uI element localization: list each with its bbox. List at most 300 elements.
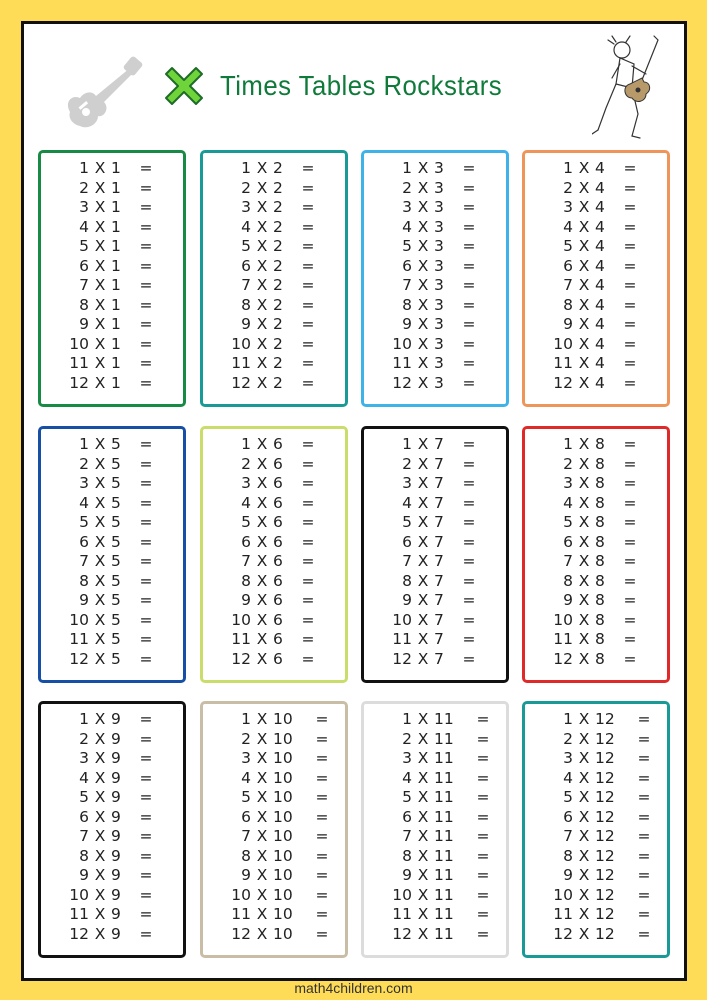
multiplicand: 12 <box>69 373 89 392</box>
times-sign: X <box>578 710 590 728</box>
times-sign: X <box>256 334 268 353</box>
multiplier: 11 <box>434 846 454 865</box>
multiplicand: 2 <box>402 454 412 473</box>
equals-sign: = <box>301 315 315 333</box>
multiplier: 10 <box>273 710 293 728</box>
equation-row <box>41 866 183 886</box>
multiplier: 10 <box>273 827 293 845</box>
times-sign: X <box>578 885 590 904</box>
equals-sign: = <box>462 630 476 648</box>
multiplier: 2 <box>273 198 283 216</box>
times-sign: X <box>578 178 590 197</box>
equals-sign: = <box>139 276 153 294</box>
multiplier: 1 <box>111 315 121 333</box>
multiplicand: 10 <box>392 885 412 904</box>
equals-sign: = <box>462 649 476 668</box>
equation-row <box>203 159 345 179</box>
times-sign: X <box>256 768 268 787</box>
multiplier: 2 <box>273 276 283 294</box>
multiplicand: 1 <box>402 435 412 453</box>
multiplicand: 5 <box>79 237 89 255</box>
times-sign: X <box>94 295 106 314</box>
equals-sign: = <box>462 591 476 609</box>
times-sign: X <box>417 513 429 531</box>
times-sign: X <box>256 256 268 275</box>
multiplier: 1 <box>111 217 121 236</box>
equation-row <box>525 827 667 847</box>
multiplier: 10 <box>273 885 293 904</box>
times-sign: X <box>256 493 268 512</box>
equation-row <box>203 827 345 847</box>
equals-sign: = <box>476 710 490 728</box>
multiplier: 3 <box>434 315 444 333</box>
multiplier: 2 <box>273 295 283 314</box>
multiplier: 1 <box>111 256 121 275</box>
times-sign: X <box>578 373 590 392</box>
equation-row <box>364 237 506 257</box>
equation-row <box>203 591 345 611</box>
equation-row <box>41 374 183 394</box>
worksheet <box>21 21 687 981</box>
equation-row <box>203 788 345 808</box>
multiplicand: 7 <box>402 827 412 845</box>
multiplier: 12 <box>595 924 615 943</box>
equals-sign: = <box>139 630 153 648</box>
multiplier: 11 <box>434 827 454 845</box>
multiplicand: 1 <box>563 435 573 453</box>
multiplier: 10 <box>273 749 293 767</box>
multiplicand: 8 <box>402 295 412 314</box>
equation-row <box>525 198 667 218</box>
multiplicand: 2 <box>79 178 89 197</box>
multiplier: 6 <box>273 435 283 453</box>
times-sign: X <box>94 217 106 236</box>
equals-sign: = <box>462 571 476 590</box>
equals-sign: = <box>623 198 637 216</box>
times-sign: X <box>417 571 429 590</box>
multiplier: 5 <box>111 454 121 473</box>
equation-row <box>364 315 506 335</box>
multiplier: 8 <box>595 610 605 629</box>
equation-row <box>525 925 667 945</box>
equals-sign: = <box>462 373 476 392</box>
multiplicand: 12 <box>392 373 412 392</box>
times-sign: X <box>578 256 590 275</box>
multiplier: 6 <box>273 610 283 629</box>
multiplicand: 6 <box>241 532 251 551</box>
times-sign: X <box>94 159 106 177</box>
multiplier: 12 <box>595 905 615 923</box>
times-sign: X <box>256 571 268 590</box>
times-sign: X <box>417 610 429 629</box>
times-sign: X <box>417 866 429 884</box>
multiplicand: 1 <box>241 159 251 177</box>
times-sign: X <box>94 846 106 865</box>
times-table-card <box>200 150 348 407</box>
multiplier: 12 <box>595 866 615 884</box>
equals-sign: = <box>139 749 153 767</box>
multiplier: 7 <box>434 532 444 551</box>
equals-sign: = <box>315 710 329 728</box>
multiplier: 4 <box>595 315 605 333</box>
multiplicand: 4 <box>563 493 573 512</box>
guitar-icon <box>60 54 146 134</box>
equation-row <box>203 630 345 650</box>
multiplicand: 1 <box>79 435 89 453</box>
equals-sign: = <box>315 885 329 904</box>
equation-row <box>364 455 506 475</box>
multiplicand: 5 <box>241 788 251 806</box>
equation-row <box>41 808 183 828</box>
times-sign: X <box>256 788 268 806</box>
times-sign: X <box>256 217 268 236</box>
multiplicand: 11 <box>392 905 412 923</box>
multiplier: 11 <box>434 710 454 728</box>
times-sign: X <box>94 474 106 492</box>
equation-row <box>41 315 183 335</box>
equals-sign: = <box>139 846 153 865</box>
equation-row <box>525 552 667 572</box>
times-sign: X <box>417 237 429 255</box>
equals-sign: = <box>301 532 315 551</box>
multiplicand: 8 <box>241 571 251 590</box>
multiplier: 7 <box>434 493 444 512</box>
times-sign: X <box>94 571 106 590</box>
multiplicand: 2 <box>563 729 573 748</box>
times-sign: X <box>578 454 590 473</box>
multiplier: 9 <box>111 905 121 923</box>
multiplier: 8 <box>595 513 605 531</box>
multiplier: 1 <box>111 354 121 372</box>
multiplicand: 2 <box>402 178 412 197</box>
multiplier: 1 <box>111 295 121 314</box>
multiplier: 3 <box>434 256 444 275</box>
multiplier: 7 <box>434 610 444 629</box>
multiplicand: 4 <box>563 768 573 787</box>
equation-row <box>364 552 506 572</box>
multiplier: 10 <box>273 807 293 826</box>
times-table-card <box>38 701 186 958</box>
multiplicand: 6 <box>241 256 251 275</box>
multiplicand: 10 <box>231 334 251 353</box>
times-sign: X <box>578 768 590 787</box>
multiplicand: 12 <box>231 373 251 392</box>
multiplier: 6 <box>273 474 283 492</box>
equation-row <box>203 257 345 277</box>
cross-icon <box>164 66 204 106</box>
multiplicand: 11 <box>553 905 573 923</box>
multiplicand: 7 <box>79 827 89 845</box>
equals-sign: = <box>315 924 329 943</box>
multiplicand: 1 <box>563 159 573 177</box>
multiplicand: 4 <box>241 768 251 787</box>
times-sign: X <box>578 334 590 353</box>
equals-sign: = <box>301 552 315 570</box>
times-sign: X <box>256 237 268 255</box>
equals-sign: = <box>139 610 153 629</box>
multiplier: 5 <box>111 552 121 570</box>
equation-row <box>41 494 183 514</box>
equation-row <box>525 315 667 335</box>
equals-sign: = <box>301 198 315 216</box>
equation-row <box>525 572 667 592</box>
multiplier: 5 <box>111 532 121 551</box>
equation-row <box>203 925 345 945</box>
equation-row <box>41 730 183 750</box>
multiplicand: 8 <box>563 571 573 590</box>
times-table-card <box>361 150 509 407</box>
times-sign: X <box>256 866 268 884</box>
equals-sign: = <box>139 729 153 748</box>
multiplier: 9 <box>111 729 121 748</box>
equals-sign: = <box>623 552 637 570</box>
multiplicand: 11 <box>231 905 251 923</box>
multiplicand: 5 <box>79 513 89 531</box>
equation-row <box>525 905 667 925</box>
multiplier: 7 <box>434 630 444 648</box>
multiplier: 12 <box>595 768 615 787</box>
multiplier: 3 <box>434 198 444 216</box>
multiplicand: 3 <box>563 474 573 492</box>
times-sign: X <box>94 454 106 473</box>
multiplier: 1 <box>111 198 121 216</box>
equals-sign: = <box>139 513 153 531</box>
equals-sign: = <box>623 513 637 531</box>
equation-row <box>364 354 506 374</box>
multiplicand: 2 <box>79 729 89 748</box>
times-sign: X <box>417 729 429 748</box>
equals-sign: = <box>623 178 637 197</box>
multiplier: 5 <box>111 630 121 648</box>
equals-sign: = <box>315 866 329 884</box>
multiplicand: 8 <box>563 846 573 865</box>
equation-row <box>525 808 667 828</box>
times-sign: X <box>256 846 268 865</box>
equation-row <box>525 354 667 374</box>
multiplier: 10 <box>273 924 293 943</box>
equation-row <box>525 866 667 886</box>
equals-sign: = <box>301 276 315 294</box>
multiplicand: 5 <box>563 513 573 531</box>
times-sign: X <box>417 846 429 865</box>
multiplier: 4 <box>595 159 605 177</box>
multiplicand: 8 <box>79 571 89 590</box>
equation-row <box>203 179 345 199</box>
equals-sign: = <box>637 768 651 787</box>
equation-row <box>525 769 667 789</box>
times-sign: X <box>256 924 268 943</box>
times-sign: X <box>94 885 106 904</box>
equals-sign: = <box>301 435 315 453</box>
equals-sign: = <box>623 649 637 668</box>
equals-sign: = <box>623 237 637 255</box>
multiplicand: 3 <box>402 474 412 492</box>
times-sign: X <box>256 354 268 372</box>
equals-sign: = <box>139 334 153 353</box>
multiplier: 8 <box>595 571 605 590</box>
multiplier: 2 <box>273 159 283 177</box>
multiplicand: 2 <box>241 178 251 197</box>
multiplicand: 8 <box>563 295 573 314</box>
equals-sign: = <box>139 178 153 197</box>
multiplicand: 10 <box>69 610 89 629</box>
times-sign: X <box>256 198 268 216</box>
times-sign: X <box>417 532 429 551</box>
times-sign: X <box>256 178 268 197</box>
multiplier: 12 <box>595 885 615 904</box>
equation-row <box>203 730 345 750</box>
multiplicand: 11 <box>69 630 89 648</box>
multiplier: 9 <box>111 710 121 728</box>
equation-row <box>203 710 345 730</box>
multiplicand: 9 <box>563 866 573 884</box>
equals-sign: = <box>462 610 476 629</box>
multiplier: 8 <box>595 474 605 492</box>
multiplicand: 9 <box>241 315 251 333</box>
times-sign: X <box>256 630 268 648</box>
multiplicand: 10 <box>392 610 412 629</box>
times-sign: X <box>417 710 429 728</box>
equals-sign: = <box>637 729 651 748</box>
equals-sign: = <box>139 315 153 333</box>
multiplicand: 10 <box>553 610 573 629</box>
multiplier: 3 <box>434 276 444 294</box>
equation-row <box>525 847 667 867</box>
equation-row <box>525 749 667 769</box>
times-sign: X <box>94 610 106 629</box>
equation-row <box>364 769 506 789</box>
multiplicand: 9 <box>79 866 89 884</box>
equals-sign: = <box>139 532 153 551</box>
multiplicand: 6 <box>563 256 573 275</box>
equation-row <box>203 354 345 374</box>
times-sign: X <box>578 198 590 216</box>
equals-sign: = <box>139 924 153 943</box>
equation-row <box>364 905 506 925</box>
multiplicand: 4 <box>402 768 412 787</box>
equation-row <box>41 179 183 199</box>
times-sign: X <box>578 591 590 609</box>
equation-row <box>364 808 506 828</box>
equals-sign: = <box>623 630 637 648</box>
multiplicand: 1 <box>241 710 251 728</box>
equation-row <box>41 769 183 789</box>
equation-row <box>41 788 183 808</box>
equals-sign: = <box>139 217 153 236</box>
times-sign: X <box>578 159 590 177</box>
multiplicand: 4 <box>79 217 89 236</box>
equals-sign: = <box>623 571 637 590</box>
multiplicand: 8 <box>241 846 251 865</box>
equals-sign: = <box>623 610 637 629</box>
multiplier: 4 <box>595 276 605 294</box>
multiplier: 4 <box>595 354 605 372</box>
multiplier: 11 <box>434 788 454 806</box>
multiplicand: 5 <box>79 788 89 806</box>
multiplicand: 4 <box>79 493 89 512</box>
multiplicand: 8 <box>402 846 412 865</box>
multiplier: 1 <box>111 178 121 197</box>
equation-row <box>525 455 667 475</box>
equals-sign: = <box>139 885 153 904</box>
times-sign: X <box>578 315 590 333</box>
equation-row <box>364 198 506 218</box>
equals-sign: = <box>301 610 315 629</box>
multiplicand: 11 <box>392 354 412 372</box>
times-sign: X <box>94 827 106 845</box>
multiplicand: 12 <box>553 373 573 392</box>
multiplier: 4 <box>595 295 605 314</box>
equation-row <box>525 237 667 257</box>
multiplier: 8 <box>595 552 605 570</box>
times-sign: X <box>578 571 590 590</box>
multiplier: 8 <box>595 532 605 551</box>
multiplier: 10 <box>273 729 293 748</box>
equation-row <box>203 513 345 533</box>
multiplicand: 10 <box>231 885 251 904</box>
multiplicand: 7 <box>79 276 89 294</box>
multiplicand: 11 <box>553 354 573 372</box>
multiplicand: 3 <box>241 749 251 767</box>
equation-row <box>364 847 506 867</box>
equals-sign: = <box>301 493 315 512</box>
multiplier: 2 <box>273 354 283 372</box>
multiplier: 5 <box>111 591 121 609</box>
times-sign: X <box>256 885 268 904</box>
times-table-card <box>200 701 348 958</box>
multiplier: 8 <box>595 591 605 609</box>
equals-sign: = <box>301 159 315 177</box>
equation-row <box>525 218 667 238</box>
equation-row <box>525 591 667 611</box>
times-sign: X <box>417 276 429 294</box>
equation-row <box>525 886 667 906</box>
equals-sign: = <box>623 435 637 453</box>
multiplicand: 11 <box>231 354 251 372</box>
equation-row <box>41 886 183 906</box>
times-sign: X <box>417 315 429 333</box>
multiplier: 3 <box>434 237 444 255</box>
equation-row <box>203 611 345 631</box>
multiplier: 11 <box>434 749 454 767</box>
equation-row <box>41 611 183 631</box>
equals-sign: = <box>623 354 637 372</box>
equals-sign: = <box>623 159 637 177</box>
times-sign: X <box>256 474 268 492</box>
multiplier: 11 <box>434 729 454 748</box>
multiplier: 5 <box>111 474 121 492</box>
multiplicand: 1 <box>563 710 573 728</box>
times-sign: X <box>417 630 429 648</box>
multiplier: 5 <box>111 649 121 668</box>
equation-row <box>41 257 183 277</box>
multiplicand: 6 <box>563 807 573 826</box>
equation-row <box>364 925 506 945</box>
equals-sign: = <box>301 454 315 473</box>
multiplier: 10 <box>273 905 293 923</box>
equation-row <box>41 650 183 670</box>
equation-row <box>203 276 345 296</box>
multiplicand: 4 <box>241 493 251 512</box>
multiplier: 2 <box>273 217 283 236</box>
multiplier: 11 <box>434 807 454 826</box>
times-sign: X <box>417 827 429 845</box>
times-sign: X <box>417 493 429 512</box>
multiplicand: 10 <box>231 610 251 629</box>
equals-sign: = <box>139 373 153 392</box>
times-sign: X <box>417 807 429 826</box>
multiplier: 12 <box>595 710 615 728</box>
